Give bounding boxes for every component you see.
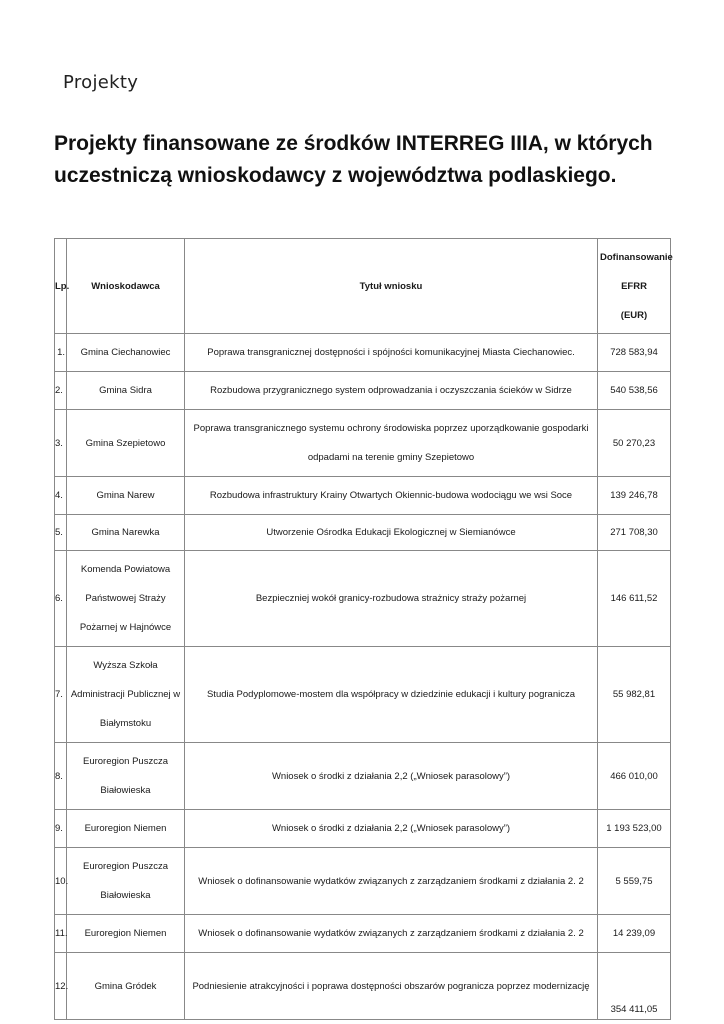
table-row: [55, 743, 671, 810]
cell-applicant: [67, 372, 185, 410]
cell-project-title-line: Poprawa transgranicznego systemu ochrony środowiska poprzez uporządkowanie gospodarki: [193, 423, 589, 434]
cell-applicant-line: Gmina Sidra: [99, 385, 152, 396]
cell-project-title: [185, 410, 598, 477]
cell-lp: 4.: [55, 477, 67, 515]
section-label: Projekty: [63, 72, 139, 93]
cell-project-title-line: Studia Podyplomowe-mostem dla współpracy w dziedzinie edukacji i kultury pogranicza: [206, 689, 576, 700]
cell-applicant-line: Euroregion Niemen: [84, 823, 167, 834]
cell-project-title-line: Wniosek o dofinansowanie wydatków związanych z zarządzaniem środkami z działania 2. 2: [198, 928, 584, 939]
cell-amount: 50 270,23: [598, 410, 671, 477]
cell-applicant: [67, 647, 185, 743]
cell-project-title: [185, 743, 598, 810]
cell-applicant: [67, 551, 185, 647]
document-title: Projekty finansowane ze środków INTERREG IIIA, w których uczestniczą wnioskodawcy z województwa podlaskiego.: [54, 132, 653, 187]
cell-amount: 5 559,75: [598, 848, 671, 915]
cell-applicant: [67, 334, 185, 372]
header-amount: [598, 239, 671, 334]
cell-project-title-line: odpadami na terenie gminy Szepietowo: [307, 452, 475, 463]
cell-applicant-line: Białowieska: [100, 785, 151, 796]
cell-applicant-line: Białymstoku: [99, 718, 152, 729]
cell-amount: 271 708,30: [598, 515, 671, 551]
cell-amount: 55 982,81: [598, 647, 671, 743]
cell-lp: 3.: [55, 410, 67, 477]
cell-project-title-line: Wniosek o środki z działania 2,2 („Wniosek parasolowy”): [271, 770, 511, 782]
projects-table-container: [54, 238, 673, 1015]
cell-applicant-line: Euroregion Puszcza: [82, 861, 169, 872]
header-lp: Lp.: [55, 239, 67, 334]
table-row: [55, 515, 671, 551]
header-amount-line: EFRR: [621, 280, 647, 292]
cell-project-title-line: Rozbudowa przygranicznego system odprowadzania i oczyszczania ścieków w Sidrze: [210, 385, 572, 396]
header-amount-line: Dofinansowanie: [600, 251, 673, 263]
cell-project-title: [185, 551, 598, 647]
cell-project-title: [185, 334, 598, 372]
projects-table: [54, 238, 671, 1020]
cell-lp: 10.: [55, 848, 67, 915]
cell-lp: 2.: [55, 372, 67, 410]
cell-project-title-line: Poprawa transgranicznej dostępności i spójności komunikacyjnej Miasta Ciechanowiec.: [207, 347, 575, 358]
cell-applicant: [67, 810, 185, 848]
cell-project-title-line: Utworzenie Ośrodka Edukacji Ekologicznej w Siemianówce: [266, 527, 516, 538]
cell-project-title-line: Podniesienie atrakcyjności i poprawa dostępności obszarów pogranicza poprzez modernizację: [192, 980, 590, 992]
cell-project-title: [185, 810, 598, 848]
cell-applicant-line: Pożarnej w Hajnówce: [79, 622, 172, 633]
cell-amount: 1 193 523,00: [598, 810, 671, 848]
table-row: [55, 953, 671, 1020]
table-row: [55, 810, 671, 848]
cell-lp: 5.: [55, 515, 67, 551]
cell-lp: 7.: [55, 647, 67, 743]
cell-lp: 12.: [55, 953, 67, 1020]
cell-applicant-line: Gmina Szepietowo: [85, 437, 166, 449]
cell-applicant-line: Gmina Gródek: [94, 980, 157, 992]
table-row: [55, 647, 671, 743]
cell-project-title: [185, 515, 598, 551]
cell-lp: 1.: [55, 334, 67, 372]
cell-applicant-line: Gmina Narewka: [91, 527, 160, 538]
header-amount-line: (EUR): [620, 309, 648, 321]
cell-amount: 354 411,05: [598, 953, 671, 1020]
cell-lp: 8.: [55, 743, 67, 810]
cell-applicant-line: Białowieska: [100, 890, 151, 901]
table-row: [55, 410, 671, 477]
cell-applicant: [67, 915, 185, 953]
cell-amount: 146 611,52: [598, 551, 671, 647]
table-row: [55, 551, 671, 647]
cell-project-title-line: Wniosek o środki z działania 2,2 („Wniosek parasolowy”): [271, 823, 511, 834]
cell-applicant-line: Komenda Powiatowa: [80, 564, 171, 575]
table-row: [55, 915, 671, 953]
table-row: [55, 334, 671, 372]
cell-project-title-line: Bezpieczniej wokół granicy-rozbudowa strażnicy straży pożarnej: [255, 593, 527, 604]
cell-applicant: [67, 477, 185, 515]
cell-applicant: [67, 743, 185, 810]
cell-project-title: [185, 372, 598, 410]
cell-project-title: [185, 647, 598, 743]
cell-lp: 6.: [55, 551, 67, 647]
table-row: [55, 848, 671, 915]
cell-amount: 466 010,00: [598, 743, 671, 810]
cell-applicant: [67, 515, 185, 551]
cell-applicant-line: Euroregion Puszcza: [82, 756, 169, 767]
cell-applicant: [67, 848, 185, 915]
cell-applicant: [67, 410, 185, 477]
table-body: [55, 334, 671, 1020]
cell-amount: 14 239,09: [598, 915, 671, 953]
cell-project-title: [185, 953, 598, 1020]
cell-applicant: [67, 953, 185, 1020]
table-header-row: [55, 239, 671, 334]
cell-project-title-line: Rozbudowa infrastruktury Krainy Otwartych Okiennic-budowa wodociągu we wsi Soce: [209, 490, 573, 501]
cell-applicant-line: Wyższa Szkoła: [93, 660, 158, 671]
cell-amount: 728 583,94: [598, 334, 671, 372]
cell-applicant-line: Euroregion Niemen: [84, 928, 167, 939]
cell-applicant-line: Administracji Publicznej w: [70, 689, 181, 700]
cell-applicant-line: Gmina Narew: [96, 490, 155, 501]
cell-amount: 540 538,56: [598, 372, 671, 410]
header-applicant: Wnioskodawca: [67, 239, 185, 334]
cell-applicant-line: Państwowej Straży: [85, 593, 166, 604]
cell-project-title: [185, 915, 598, 953]
cell-project-title: [185, 848, 598, 915]
cell-amount: 139 246,78: [598, 477, 671, 515]
cell-lp: 9.: [55, 810, 67, 848]
table-row: [55, 372, 671, 410]
header-project-title: Tytuł wniosku: [185, 239, 598, 334]
cell-project-title-line: Wniosek o dofinansowanie wydatków związanych z zarządzaniem środkami z działania 2. 2: [198, 875, 584, 887]
table-row: [55, 477, 671, 515]
cell-applicant-line: Gmina Ciechanowiec: [80, 347, 171, 358]
cell-project-title: [185, 477, 598, 515]
cell-lp: 11.: [55, 915, 67, 953]
